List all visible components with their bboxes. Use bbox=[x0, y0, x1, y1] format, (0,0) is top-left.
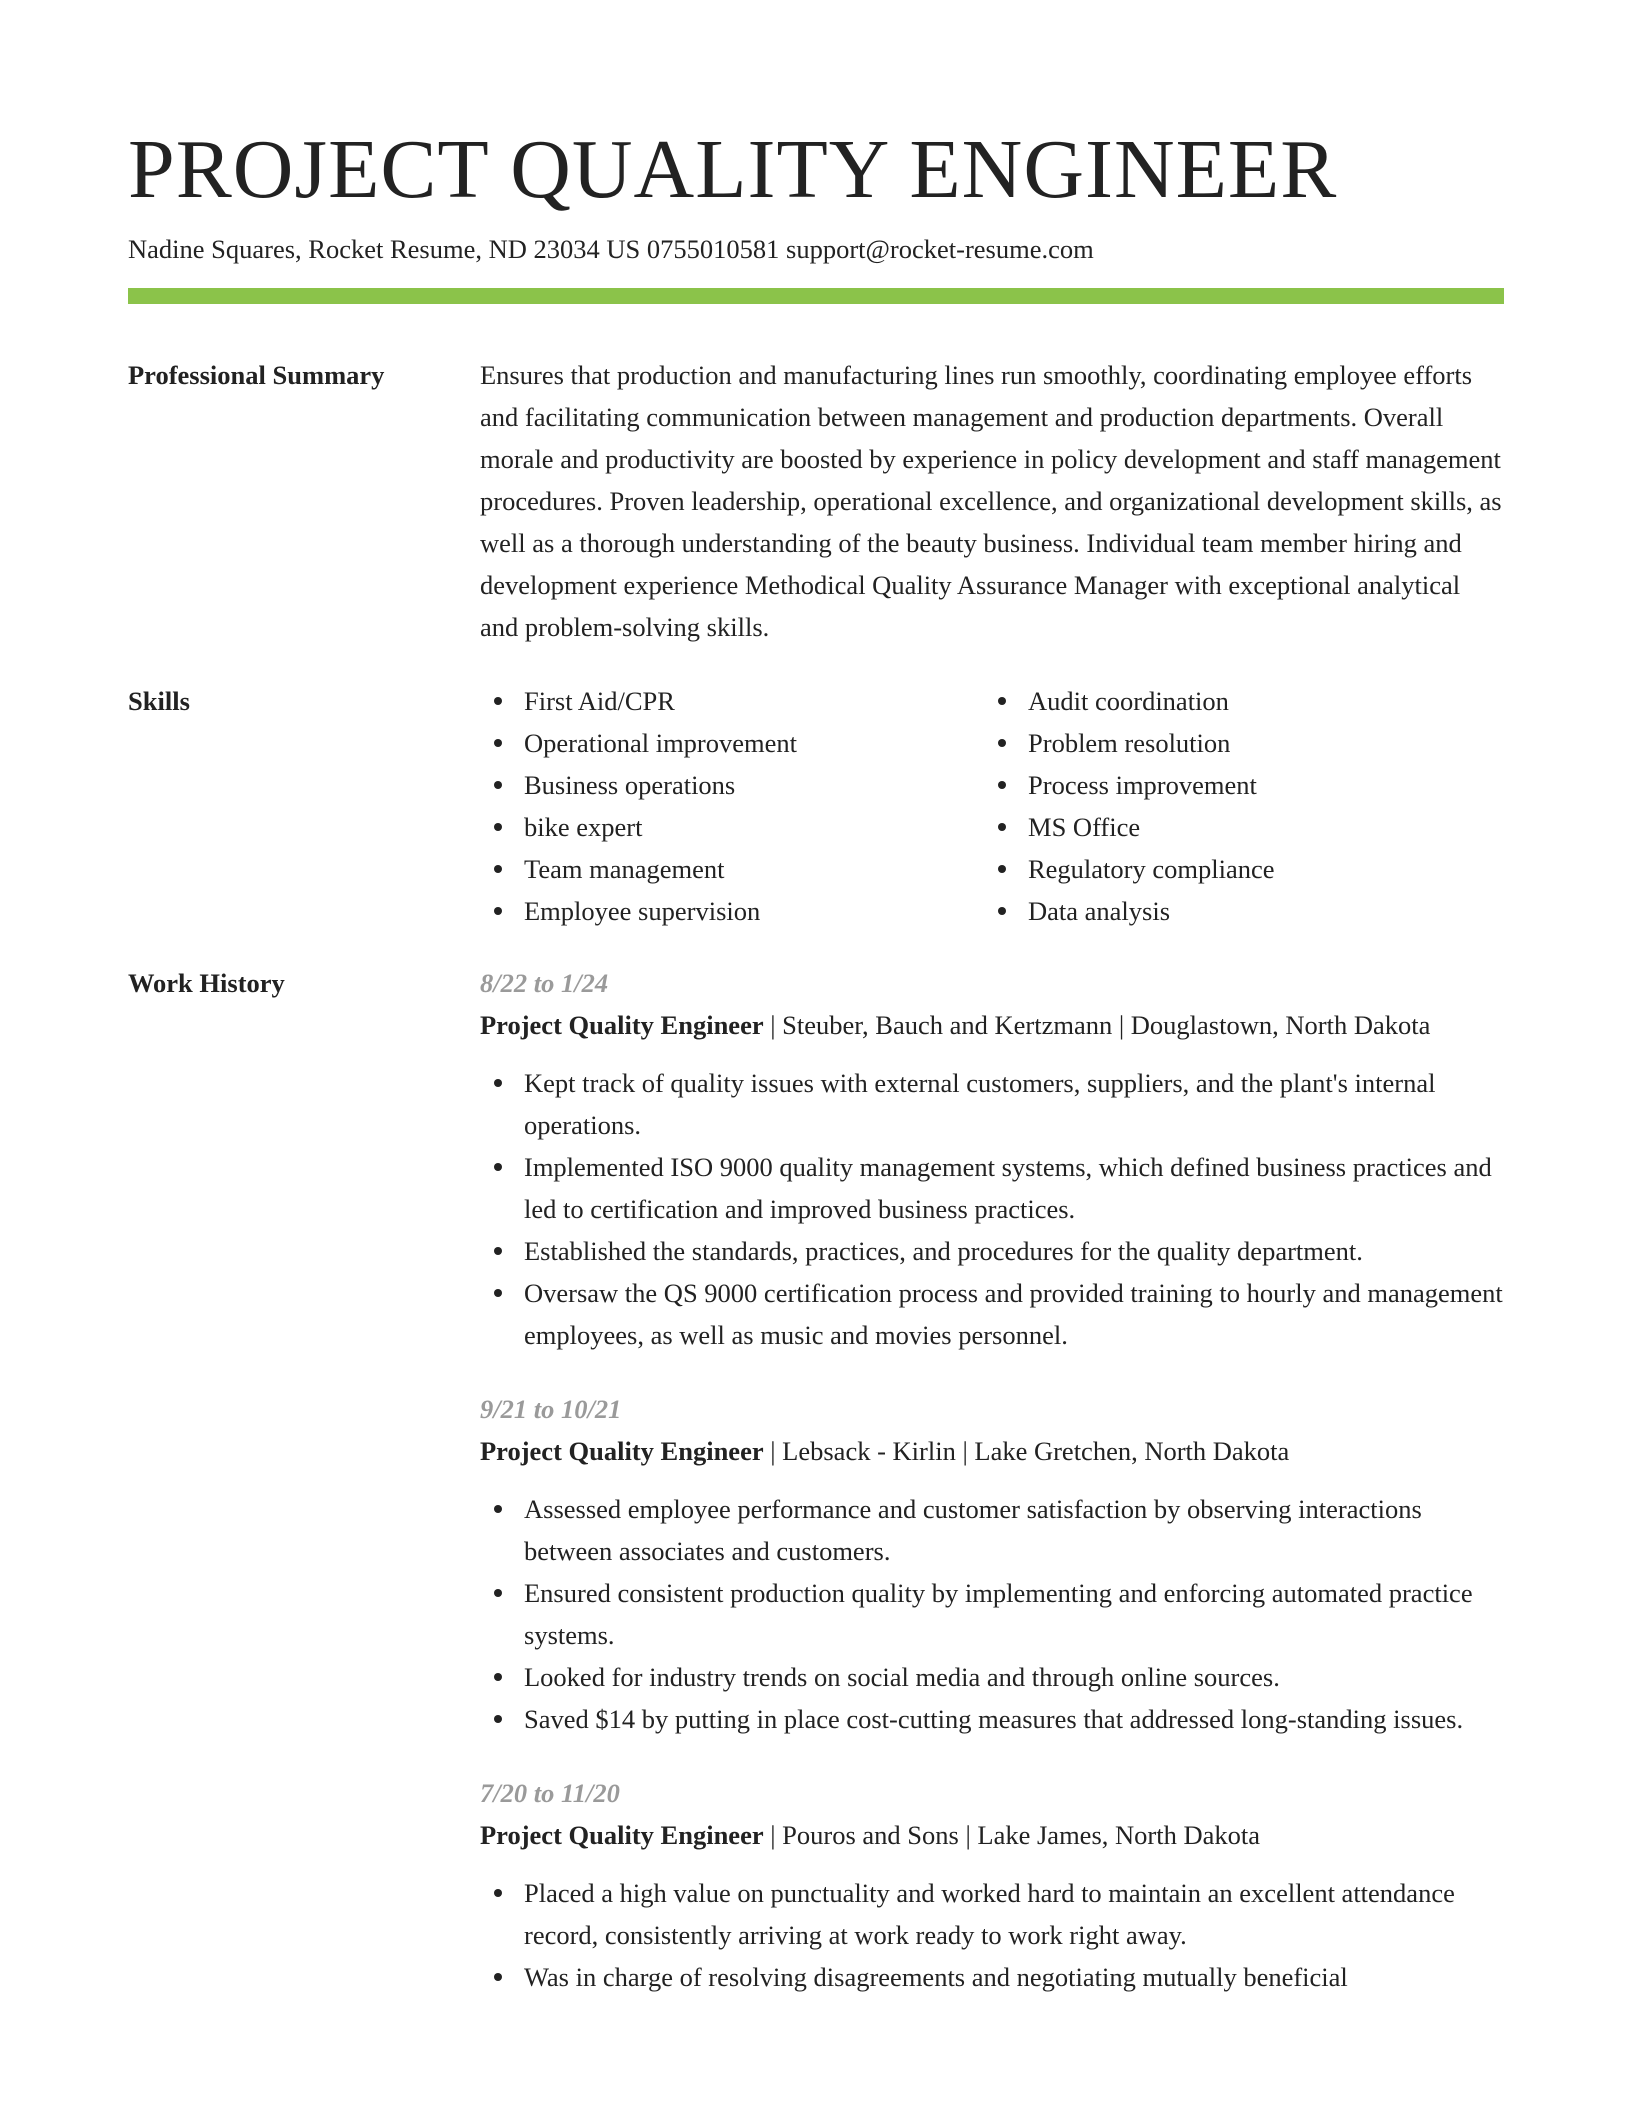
job-bullet: Kept track of quality issues with external customers, suppliers, and the plant's internal operations. bbox=[480, 1062, 1504, 1146]
summary-section bbox=[128, 354, 1504, 648]
skill-item: MS Office bbox=[984, 806, 1488, 848]
skills-heading: Skills bbox=[128, 686, 190, 716]
job-bullets bbox=[480, 1062, 1504, 1356]
job-heading bbox=[480, 1814, 1504, 1856]
job-bullet: Placed a high value on punctuality and worked hard to maintain an excellent attendance record, consistently arriving at work ready to work right away. bbox=[480, 1872, 1504, 1956]
job-title: Project Quality Engineer bbox=[480, 1820, 764, 1850]
work-history-heading: Work History bbox=[128, 968, 285, 998]
job-bullet: Ensured consistent production quality by implementing and enforcing automated practice systems. bbox=[480, 1572, 1504, 1656]
work-history-section bbox=[128, 962, 1504, 2030]
job-bullet: Implemented ISO 9000 quality management systems, which defined business practices and led to certification and improved business practices. bbox=[480, 1146, 1504, 1230]
skill-item: Process improvement bbox=[984, 764, 1488, 806]
summary-heading: Professional Summary bbox=[128, 360, 385, 390]
job-bullet: Saved $14 by putting in place cost-cutting measures that addressed long-standing issues. bbox=[480, 1698, 1504, 1740]
skill-item: Employee supervision bbox=[480, 890, 984, 932]
contact-line: Nadine Squares, Rocket Resume, ND 23034 US 0755010581 support@rocket-resume.com bbox=[128, 234, 1094, 264]
job-details: | Lebsack - Kirlin | Lake Gretchen, North Dakota bbox=[763, 1436, 1290, 1466]
resume-page bbox=[128, 0, 1504, 2030]
skill-item: Data analysis bbox=[984, 890, 1488, 932]
job-bullet: Was in charge of resolving disagreements and negotiating mutually beneficial bbox=[480, 1956, 1504, 1998]
skill-item: Regulatory compliance bbox=[984, 848, 1488, 890]
job-bullet: Looked for industry trends on social media and through online sources. bbox=[480, 1656, 1504, 1698]
skill-item: Operational improvement bbox=[480, 722, 984, 764]
job-entry bbox=[480, 962, 1504, 1356]
job-bullet: Assessed employee performance and customer satisfaction by observing interactions between associates and customers. bbox=[480, 1488, 1504, 1572]
skill-item: First Aid/CPR bbox=[480, 680, 984, 722]
accent-divider bbox=[128, 288, 1504, 304]
skills-section bbox=[128, 680, 1504, 932]
job-bullets bbox=[480, 1488, 1504, 1740]
job-heading bbox=[480, 1004, 1504, 1046]
job-details: | Pouros and Sons | Lake James, North Dakota bbox=[763, 1820, 1260, 1850]
skill-item: Audit coordination bbox=[984, 680, 1488, 722]
job-heading bbox=[480, 1430, 1504, 1472]
skills-column-left bbox=[480, 680, 984, 932]
job-entry bbox=[480, 1772, 1504, 1998]
job-entry bbox=[480, 1388, 1504, 1740]
skill-item: Problem resolution bbox=[984, 722, 1488, 764]
skill-item: Team management bbox=[480, 848, 984, 890]
job-bullet: Oversaw the QS 9000 certification process and provided training to hourly and management employees, as well as music and movies personnel. bbox=[480, 1272, 1504, 1356]
summary-text: Ensures that production and manufacturing lines run smoothly, coordinating employee efforts and facilitating communication between management and production departments. Overall morale and productivity are boosted by experience in policy development and staff management procedures. Proven leadership, operational excellence, and organizational development skills, as well as a thorough understanding of the beauty business. Individual team member hiring and development experience Methodical Quality Assurance Manager with exceptional analytical and problem-solving skills. bbox=[480, 360, 1502, 642]
job-bullet: Established the standards, practices, and procedures for the quality department. bbox=[480, 1230, 1504, 1272]
job-bullets bbox=[480, 1872, 1504, 1998]
job-dates: 7/20 to 11/20 bbox=[480, 1778, 620, 1808]
resume-title: PROJECT QUALITY ENGINEER bbox=[128, 123, 1338, 216]
skill-item: bike expert bbox=[480, 806, 984, 848]
job-dates: 8/22 to 1/24 bbox=[480, 968, 609, 998]
skills-column-right bbox=[984, 680, 1488, 932]
skills-grid bbox=[480, 680, 1504, 932]
job-title: Project Quality Engineer bbox=[480, 1010, 764, 1040]
skill-item: Business operations bbox=[480, 764, 984, 806]
job-dates: 9/21 to 10/21 bbox=[480, 1394, 622, 1424]
job-details: | Steuber, Bauch and Kertzmann | Douglastown, North Dakota bbox=[763, 1010, 1431, 1040]
job-title: Project Quality Engineer bbox=[480, 1436, 764, 1466]
